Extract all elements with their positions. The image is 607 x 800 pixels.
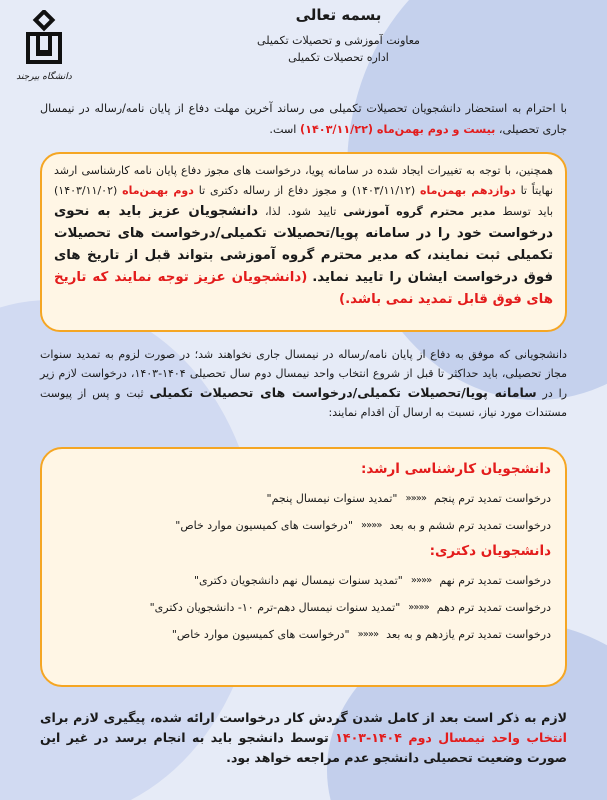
- department-line: معاونت آموزشی و تحصیلات تکمیلی: [257, 34, 420, 47]
- university-logo: [14, 10, 74, 98]
- university-name: دانشگاه بیرجند: [16, 72, 72, 82]
- arrow-icon: ««««: [405, 493, 426, 504]
- arrow-icon: ««««: [361, 520, 382, 531]
- arrow-icon: ««««: [408, 602, 429, 613]
- phd-deadline: دوم بهمن‌ماه: [122, 184, 194, 197]
- list-item: [52, 512, 551, 539]
- masters-deadline: دوازدهم بهمن‌ماه: [419, 184, 516, 197]
- footer-text-2: توسط دانشجو باید به انجام برسد در غیر این صورت وضعیت تحصیلی دانشجو عدم مراجعه خواهد بود.: [40, 730, 567, 765]
- intro-paragraph: [40, 98, 567, 140]
- masters-title: دانشجویان کارشناسی ارشد:: [361, 461, 551, 477]
- list-item: [52, 485, 551, 512]
- form-name: "تمدید سنوات نیمسال پنجم": [266, 492, 398, 505]
- notice-box: [40, 152, 567, 332]
- footer-highlight: انتخاب واحد نیمسال دوم ۱۴۰۴-۱۴۰۳: [335, 730, 567, 745]
- defense-deadline: بیست و دوم بهمن‌ماه (۱۴۰۳/۱۱/۲۲): [299, 123, 496, 136]
- list-item: [52, 594, 551, 621]
- list-item: [52, 621, 551, 648]
- requests-box: [40, 447, 567, 687]
- footer-text-1: لازم به ذکر است بعد از کامل شدن گردش کار درخواست ارائه شده، پیگیری لازم برای: [40, 710, 567, 725]
- notice-text-4: تایید شود. لذا،: [264, 205, 337, 218]
- intro-text: با احترام به استحضار دانشجویان تحصیلات تکمیلی می رساند آخرین مهلت دفاع از پایان نامه/رساله در نیمسال جاری تحصیلی،: [40, 102, 567, 136]
- pouya-system-path: سامانه پویا/تحصیلات تکمیلی/درخواست های تحصیلات تکمیلی: [149, 385, 537, 400]
- footer-note: [40, 708, 567, 768]
- notice-emphasis: دانشجویان عزیز باید به نحوی درخواست خود را در سامانه پویا/تحصیلات تکمیلی/درخواست های تحصیلات تکمیلی ثبت نمایند، که مدیر محترم گروه آموزشی بتواند قبل از تاریخ های فوق درخواست ایشان را تایید نماید.: [54, 204, 553, 285]
- request-label: درخواست تمدید ترم نهم: [439, 574, 551, 587]
- request-label: درخواست تمدید ترم یازدهم و به بعد: [386, 628, 551, 641]
- notice-warning: (دانشجویان عزیز توجه نمایند که تاریخ های فوق قابل تمدید نمی باشد.): [54, 270, 553, 307]
- request-label: درخواست تمدید ترم دهم: [436, 601, 551, 614]
- university-emblem-icon: [22, 10, 66, 70]
- notice-text-1: همچنین، با توجه به تغییرات ایجاد شده در سامانه پویا، درخواست های مجوز دفاع پایان نامه کارشناسی ارشد نهایتاً تا: [54, 164, 554, 197]
- extension-text-2: ثبت و پس از پیوست مستندات مورد نیاز، نسبت به ارسال آن اقدام نمایند:: [40, 387, 567, 419]
- request-label: درخواست تمدید ترم ششم و به بعد: [389, 519, 551, 532]
- form-name: "تمدید سنوات نیمسال دهم-ترم ۱۰- دانشجویان دکتری": [149, 601, 401, 614]
- form-name: "تمدید سنوات نیمسال نهم دانشجویان دکتری": [193, 574, 403, 587]
- extension-paragraph: [40, 345, 567, 422]
- extension-text-1: دانشجویانی که موفق به دفاع از پایان نامه/رساله در نیمسال جاری نخواهند شد؛ در صورت لزوم به تمدید سنوات مجاز تحصیلی، باید حداکثر تا قبل از شروع انتخاب واحد نیمسال دوم سال تحصیلی ۱۴۰۴-۱۴۰۳، درخواست لازم زیر را در: [40, 348, 568, 400]
- arrow-icon: ««««: [357, 629, 379, 640]
- notice-text-2: (۱۴۰۳/۱۱/۱۲) و مجوز دفاع از رساله دکتری تا: [198, 184, 416, 197]
- request-label: درخواست تمدید ترم پنجم: [433, 492, 551, 505]
- form-name: "درخواست های کمیسیون موارد خاص": [175, 519, 354, 532]
- intro-end: است.: [269, 123, 297, 136]
- notice-text-3: (۱۴۰۳/۱۱/۰۲) باید توسط: [54, 184, 554, 218]
- header: [110, 6, 567, 68]
- form-name: "درخواست های کمیسیون موارد خاص": [171, 628, 350, 641]
- approver: مدیر محترم گروه آموزشی: [343, 205, 496, 218]
- list-item: [52, 567, 551, 594]
- arrow-icon: ««««: [410, 575, 432, 586]
- phd-title: دانشجویان دکتری:: [429, 543, 551, 559]
- bismillah: بسمه تعالی: [295, 6, 382, 24]
- office-line: اداره تحصیلات تکمیلی: [288, 51, 389, 64]
